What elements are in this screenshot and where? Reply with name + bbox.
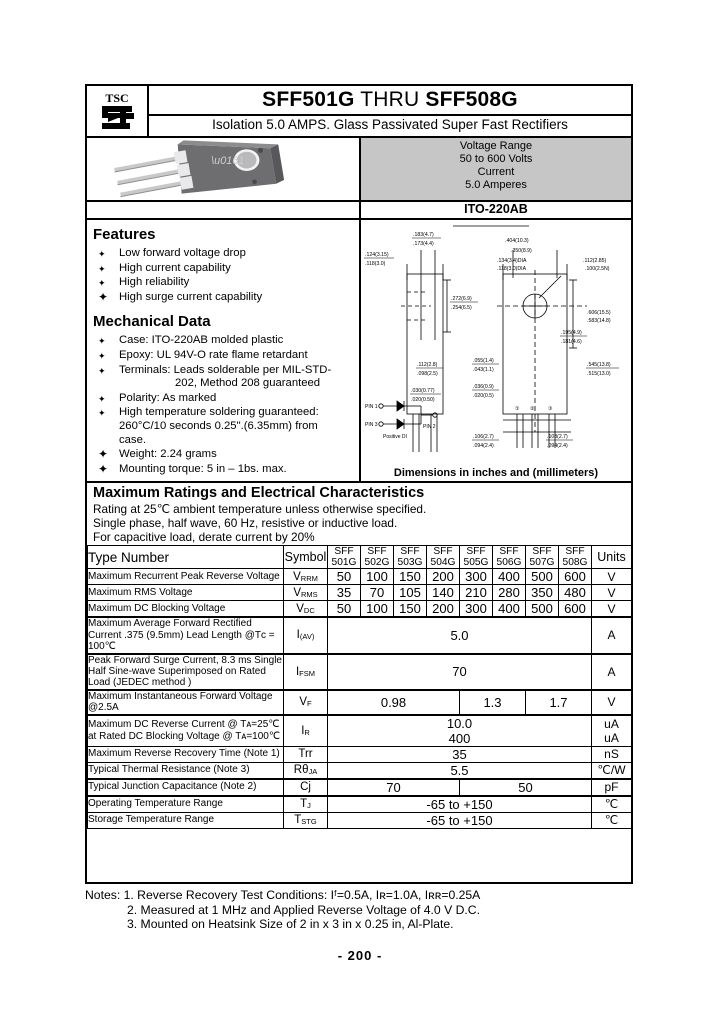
svg-text:.272(6.9): .272(6.9) — [451, 296, 472, 302]
svg-text:.515(13.0): .515(13.0) — [587, 371, 611, 377]
row-value-8: 600 — [559, 601, 592, 618]
svg-text:.108(2.7): .108(2.7) — [547, 434, 568, 440]
row-symbol: VF — [284, 690, 328, 715]
row-value-5: 210 — [460, 585, 493, 601]
diamond-bullet-icon: ✦ — [98, 365, 106, 376]
diamond-bullet-icon: ✦ — [98, 408, 106, 419]
svg-text:.094(2.4): .094(2.4) — [547, 443, 568, 449]
drawing-caption: Dimensions in inches and (millimeters) — [393, 467, 599, 480]
mechanical-text: Case: ITO-220AB molded plastic — [119, 334, 284, 347]
svg-text:.106(2.7): .106(2.7) — [473, 434, 494, 440]
row-description: Storage Temperature Range — [88, 812, 284, 828]
diamond-bullet-icon: ✦ — [98, 336, 106, 347]
row-value-2: 50 — [460, 779, 592, 796]
row-symbol: VRMS — [284, 585, 328, 601]
header-part-number-2: SFF 502G — [361, 546, 394, 569]
row-value-2: 100 — [361, 601, 394, 618]
dimension-label — [505, 238, 532, 254]
row-value-6: 400 — [493, 601, 526, 618]
ratings-heading: Maximum Ratings and Electrical Characteristics — [93, 485, 425, 502]
svg-text:.020(0.50): .020(0.50) — [411, 397, 435, 403]
features-heading: Features — [93, 226, 156, 243]
row-value-1: 35 — [328, 746, 592, 762]
row-unit: nS — [592, 746, 632, 762]
svg-text:\u0161: \u0161 — [211, 155, 245, 168]
ratings-line-1: Rating at 25℃ ambient temperature unless otherwise specified. — [93, 502, 427, 517]
mechanical-list — [93, 334, 355, 476]
current-value: 5.0 Amperes — [465, 179, 527, 191]
table-row — [88, 762, 632, 779]
mechanical-text: Epoxy: UL 94V-O rate flame retardant — [119, 348, 308, 361]
dimension-label — [587, 310, 611, 324]
row-value-1: 5.0 — [328, 617, 592, 653]
svg-text:.094(2.4): .094(2.4) — [473, 443, 494, 449]
mechanical-text: Mounting torque: 5 in – 1bs. max. — [119, 462, 287, 475]
row-value-8: 600 — [559, 569, 592, 585]
diamond-bullet-icon: ✦ — [98, 447, 109, 462]
pin-labels — [365, 404, 553, 440]
row-value-6: 280 — [493, 585, 526, 601]
row-value-3: 1.7 — [526, 690, 592, 715]
dimension-label — [364, 252, 394, 267]
row-description: Peak Forward Surge Current, 8.3 ms Single Half Sine-wave Superimposed on Rated Load (JEDEC method ) — [88, 654, 282, 689]
dimension-label — [472, 434, 499, 449]
row-symbol: RθJA — [284, 762, 328, 779]
dimension-label — [497, 258, 527, 272]
list-item — [93, 262, 355, 276]
package-name-row — [87, 202, 631, 220]
list-item — [93, 406, 355, 447]
tsc-logo-icon — [94, 89, 140, 133]
header-part-number-7: SFF 507G — [526, 546, 559, 569]
svg-text:.100(2.5N): .100(2.5N) — [585, 266, 610, 272]
svg-text:.112(2.8): .112(2.8) — [417, 362, 438, 368]
header-part-number-4: SFF 504G — [427, 546, 460, 569]
row-value-8: 480 — [559, 585, 592, 601]
note-1: Notes: 1. Reverse Recovery Test Conditions: Iᶠ=0.5A, Iʀ=1.0A, Iʀʀ=0.25A — [85, 888, 481, 902]
current-label: Current — [477, 166, 515, 178]
dimension-label — [472, 384, 499, 399]
package-row-spacer — [87, 202, 361, 218]
package-name: ITO-220AB — [464, 202, 528, 216]
package-outline-drawing-icon — [361, 220, 631, 468]
row-value-2: 70 — [361, 585, 394, 601]
row-unit: V — [592, 569, 632, 585]
note-3: 3. Mounted on Heatsink Size of 2 in x 3 in x 0.25 in, Al-Plate. — [127, 917, 454, 932]
diamond-bullet-icon: ✦ — [98, 249, 106, 259]
features-and-drawing-row — [87, 220, 631, 483]
svg-text:③: ③ — [548, 406, 553, 412]
svg-text:.118(3.0): .118(3.0) — [365, 261, 386, 267]
svg-text:.030(0.77): .030(0.77) — [411, 388, 435, 394]
table-row — [88, 569, 632, 585]
row-value-1: 70 — [328, 779, 460, 796]
row-description: Maximum Instantaneous Forward Voltage @2.5A — [88, 690, 284, 715]
row-symbol: IR — [284, 715, 328, 747]
ratings-line-3: For capacitive load, derate current by 20% — [93, 530, 315, 545]
svg-text:①: ① — [515, 406, 520, 412]
title-cell — [149, 86, 631, 136]
dimension-label — [472, 358, 499, 373]
row-symbol: TSTG — [284, 812, 328, 828]
row-value-1: 50 — [328, 569, 361, 585]
row-unit: V — [592, 601, 632, 618]
row-unit: ℃ — [592, 796, 632, 813]
header-part-number-3: SFF 503G — [394, 546, 427, 569]
diamond-bullet-icon: ✦ — [98, 289, 109, 304]
header-type-number: Type Number — [88, 546, 284, 569]
note-2: 2. Measured at 1 MHz and Applied Reverse Voltage of 4.0 V D.C. — [127, 902, 480, 917]
svg-text:.055(1.4): .055(1.4) — [473, 358, 494, 364]
row-value-1: -65 to +150 — [328, 796, 592, 813]
row-symbol: Trr — [284, 746, 328, 762]
list-item — [93, 247, 355, 261]
row-symbol: TJ — [284, 796, 328, 813]
header-part-number-1: SFF 501G — [328, 546, 361, 569]
row-description: Maximum DC Reverse Current @ Tᴀ=25℃ at Rated DC Blocking Voltage @ Tᴀ=100℃ — [88, 715, 284, 747]
row-value-4: 140 — [427, 585, 460, 601]
row-description: Typical Thermal Resistance (Note 3) — [88, 762, 284, 779]
svg-text:.020(0.5): .020(0.5) — [473, 393, 494, 399]
row-value-3: 105 — [394, 585, 427, 601]
brand-logo-cell — [87, 86, 149, 136]
table-body — [88, 546, 632, 828]
row-unit: V — [592, 585, 632, 601]
svg-text:PIN 2: PIN 2 — [423, 424, 436, 430]
svg-text:.350(8.9): .350(8.9) — [511, 248, 532, 254]
table-row — [88, 585, 632, 601]
voltage-range-label: Voltage Range — [459, 140, 533, 152]
header-units: Units — [592, 546, 632, 569]
voltage-range-value: 50 to 600 Volts — [459, 153, 533, 165]
row-value-1: 35 — [328, 585, 361, 601]
row-symbol: I(AV) — [284, 617, 328, 653]
row-description: Maximum Average Forward Rectified Current .375 (9.5mm) Lead Length @Tᴄ = 100℃ — [88, 617, 284, 653]
table-row — [88, 812, 632, 828]
diamond-bullet-icon: ✦ — [98, 278, 106, 289]
header-part-number-8: SFF 508G — [559, 546, 592, 569]
row-unit: ℃/W — [592, 762, 632, 779]
mechanical-text: Polarity: As marked — [119, 391, 217, 404]
dimension-label — [416, 362, 443, 377]
row-value-1: -65 to +150 — [328, 812, 592, 828]
row-value-3: 150 — [394, 601, 427, 618]
dimension-label — [546, 434, 573, 449]
row-description: Typical Junction Capacitance (Note 2) — [88, 779, 284, 796]
row-description: Maximum DC Blocking Voltage — [88, 601, 284, 618]
table-row — [88, 654, 632, 690]
row-symbol: IFSM — [284, 654, 328, 690]
svg-text:.254(6.5): .254(6.5) — [451, 305, 472, 311]
row-value-7: 350 — [526, 585, 559, 601]
row-unit: pF — [592, 779, 632, 796]
row-value-4: 200 — [427, 601, 460, 618]
feature-text: High current capability — [119, 261, 231, 274]
row-unit: V — [592, 690, 632, 715]
dimension-drawing-panel — [361, 220, 631, 481]
row-unit: A — [592, 617, 632, 653]
to220-package-photo-icon — [87, 138, 359, 200]
row-value-1: 50 — [328, 601, 361, 618]
row-value-1: 10.0 400 — [328, 715, 592, 747]
mechanical-text: Terminals: Leads solderable per MIL-STD- — [119, 363, 332, 376]
svg-text:PIN 1: PIN 1 — [365, 404, 378, 410]
mechanical-text: High temperature soldering guaranteed: — [119, 406, 319, 419]
mechanical-text: Weight: 2.24 grams — [119, 448, 217, 461]
row-value-7: 500 — [526, 569, 559, 585]
feature-text: Low forward voltage drop — [119, 247, 246, 259]
row-unit: uA uA — [592, 715, 632, 747]
notes-block — [85, 888, 645, 932]
page-subtitle: Isolation 5.0 AMPS. Glass Passivated Super Fast Rectifiers — [149, 114, 631, 133]
dimension-label — [583, 258, 610, 272]
row-description: Operating Temperature Range — [88, 796, 284, 813]
diamond-bullet-icon: ✦ — [98, 461, 109, 476]
svg-text:.404(10.3): .404(10.3) — [505, 238, 529, 244]
title-part-first: SFF501G — [262, 88, 355, 111]
row-symbol: Cj — [284, 779, 328, 796]
row-value-2: 1.3 — [460, 690, 526, 715]
row-value-6: 400 — [493, 569, 526, 585]
svg-text:.181(4.6): .181(4.6) — [561, 339, 582, 345]
feature-text: High surge current capability — [119, 290, 263, 303]
ratings-header — [87, 483, 631, 545]
title-part-last: SFF508G — [425, 88, 518, 111]
dimension-label — [412, 232, 441, 247]
specifications-table — [87, 545, 632, 828]
title-row — [87, 86, 631, 138]
svg-text:.036(0.9): .036(0.9) — [473, 384, 494, 390]
svg-text:TSC: TSC — [105, 91, 129, 105]
table-row — [88, 715, 632, 747]
row-value-3: 150 — [394, 569, 427, 585]
svg-text:.118(3.0)DIA: .118(3.0)DIA — [497, 266, 527, 272]
row-value-4: 200 — [427, 569, 460, 585]
row-value-2: 100 — [361, 569, 394, 585]
features-panel — [87, 220, 361, 481]
dimension-labels — [364, 232, 619, 449]
dimension-label — [560, 330, 587, 345]
svg-text:.183(4.7): .183(4.7) — [413, 232, 434, 238]
row-value-7: 500 — [526, 601, 559, 618]
list-item — [93, 276, 355, 290]
svg-text:.043(1.1): .043(1.1) — [473, 367, 494, 373]
row-symbol: VRRM — [284, 569, 328, 585]
page-number: - 200 - — [337, 948, 383, 963]
row-description: Maximum Recurrent Peak Reverse Voltage — [88, 569, 284, 585]
svg-text:.134(3.4)DIA: .134(3.4)DIA — [497, 258, 527, 264]
mechanical-text-cont2: case. — [119, 433, 147, 446]
dimension-label — [450, 296, 478, 311]
row-description: Maximum RMS Voltage — [88, 585, 284, 601]
voltage-range-box — [361, 138, 631, 200]
svg-text:PIN 3: PIN 3 — [365, 422, 378, 428]
table-row — [88, 746, 632, 762]
table-row — [88, 601, 632, 618]
datasheet-frame — [85, 84, 633, 884]
photo-and-ratings-row — [87, 138, 631, 202]
svg-text:.606(15.5): .606(15.5) — [587, 310, 611, 316]
list-item — [93, 334, 355, 348]
mechanical-text-cont: 202, Method 208 guaranteed — [175, 377, 321, 390]
row-value-5: 300 — [460, 601, 493, 618]
row-value-1: 5.5 — [328, 762, 592, 779]
page-title — [149, 88, 631, 112]
diamond-bullet-icon: ✦ — [98, 350, 106, 361]
row-unit: A — [592, 654, 632, 690]
features-list — [93, 247, 355, 304]
title-thru: THRU — [354, 88, 426, 111]
diamond-bullet-icon: ✦ — [98, 393, 106, 404]
list-item — [93, 463, 355, 477]
svg-text:.173(4.4): .173(4.4) — [413, 241, 434, 247]
list-item — [93, 291, 355, 305]
ratings-line-2: Single phase, half wave, 60 Hz, resistive or inductive load. — [93, 516, 398, 531]
svg-text:.583(14.8): .583(14.8) — [587, 318, 611, 324]
package-photo — [87, 138, 361, 200]
table-row — [88, 796, 632, 813]
list-item — [93, 392, 355, 406]
row-unit: ℃ — [592, 812, 632, 828]
row-value-5: 300 — [460, 569, 493, 585]
mechanical-heading: Mechanical Data — [93, 313, 211, 331]
header-part-number-6: SFF 506G — [493, 546, 526, 569]
svg-text:.124(3.15): .124(3.15) — [365, 252, 389, 258]
svg-text:.098(2.5): .098(2.5) — [417, 371, 438, 377]
list-item — [93, 448, 355, 462]
row-value-1: 70 — [328, 654, 592, 690]
svg-text:.112(2.85): .112(2.85) — [583, 258, 607, 264]
diamond-bullet-icon: ✦ — [98, 263, 106, 274]
row-value-1: 0.98 — [328, 690, 460, 715]
mechanical-text-cont: 260°C/10 seconds 0.25".(6.35mm) from — [119, 419, 318, 432]
header-symbol: Symbol — [284, 546, 328, 569]
table-header-row — [88, 546, 632, 569]
svg-text:.545(13.8): .545(13.8) — [587, 362, 611, 368]
svg-text:②: ② — [530, 406, 535, 412]
dimension-label — [410, 388, 441, 403]
row-description: Maximum Reverse Recovery Time (Note 1) — [88, 746, 284, 762]
feature-text: High reliability — [119, 276, 190, 289]
table-row — [88, 779, 632, 796]
svg-text:.195(4.9): .195(4.9) — [561, 330, 582, 336]
table-row — [88, 690, 632, 715]
list-item — [93, 364, 355, 391]
list-item — [93, 349, 355, 363]
row-symbol: VDC — [284, 601, 328, 618]
header-part-number-5: SFF 505G — [460, 546, 493, 569]
dimension-label — [586, 362, 619, 377]
svg-text:Positive DI: Positive DI — [383, 434, 407, 440]
table-row — [88, 617, 632, 653]
